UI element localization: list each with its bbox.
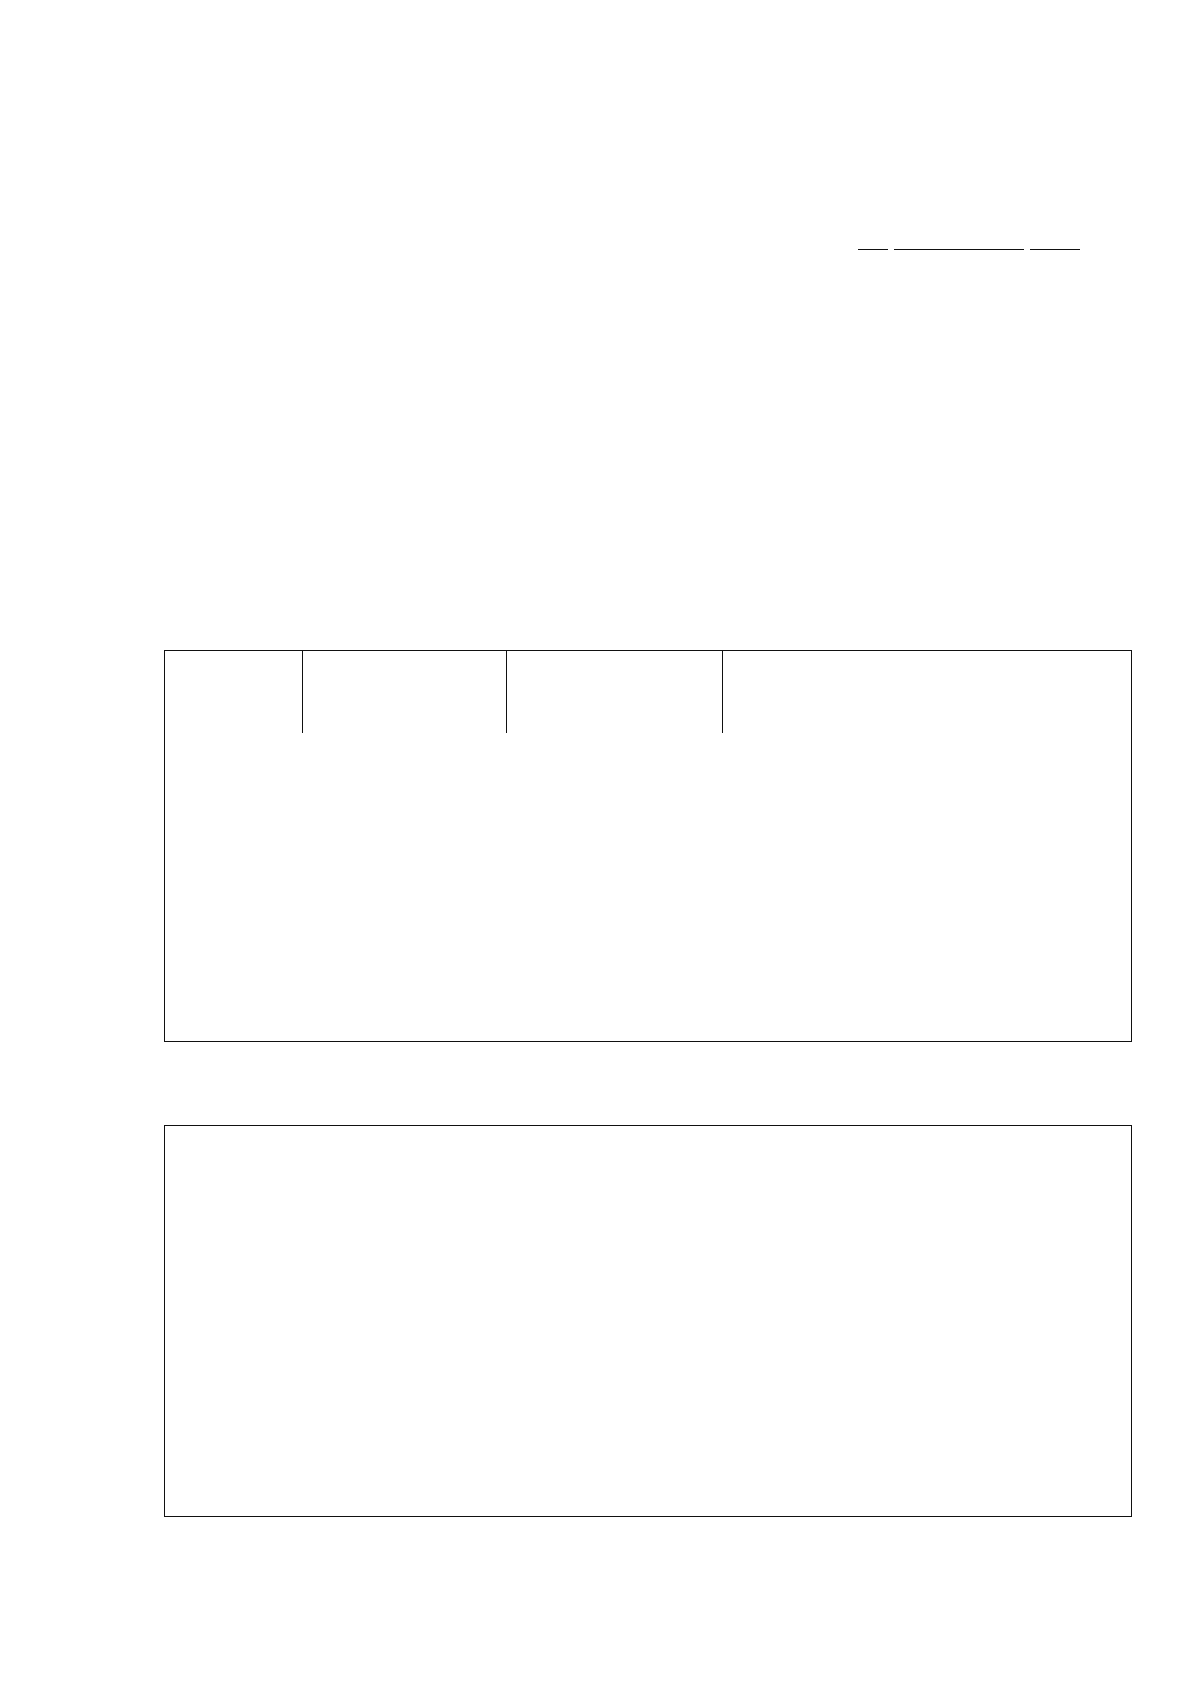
contour-1-table bbox=[164, 650, 1132, 1042]
column-header-angle bbox=[723, 651, 943, 733]
appendix-date-line bbox=[858, 229, 1081, 257]
contour-2-table bbox=[164, 1125, 1132, 1517]
column-header-y bbox=[507, 651, 723, 733]
column-header-name bbox=[165, 651, 303, 733]
column-header-x bbox=[303, 651, 507, 733]
handwritten-month bbox=[894, 249, 1024, 250]
handwritten-order-number bbox=[1030, 249, 1080, 250]
handwritten-day bbox=[858, 249, 888, 250]
